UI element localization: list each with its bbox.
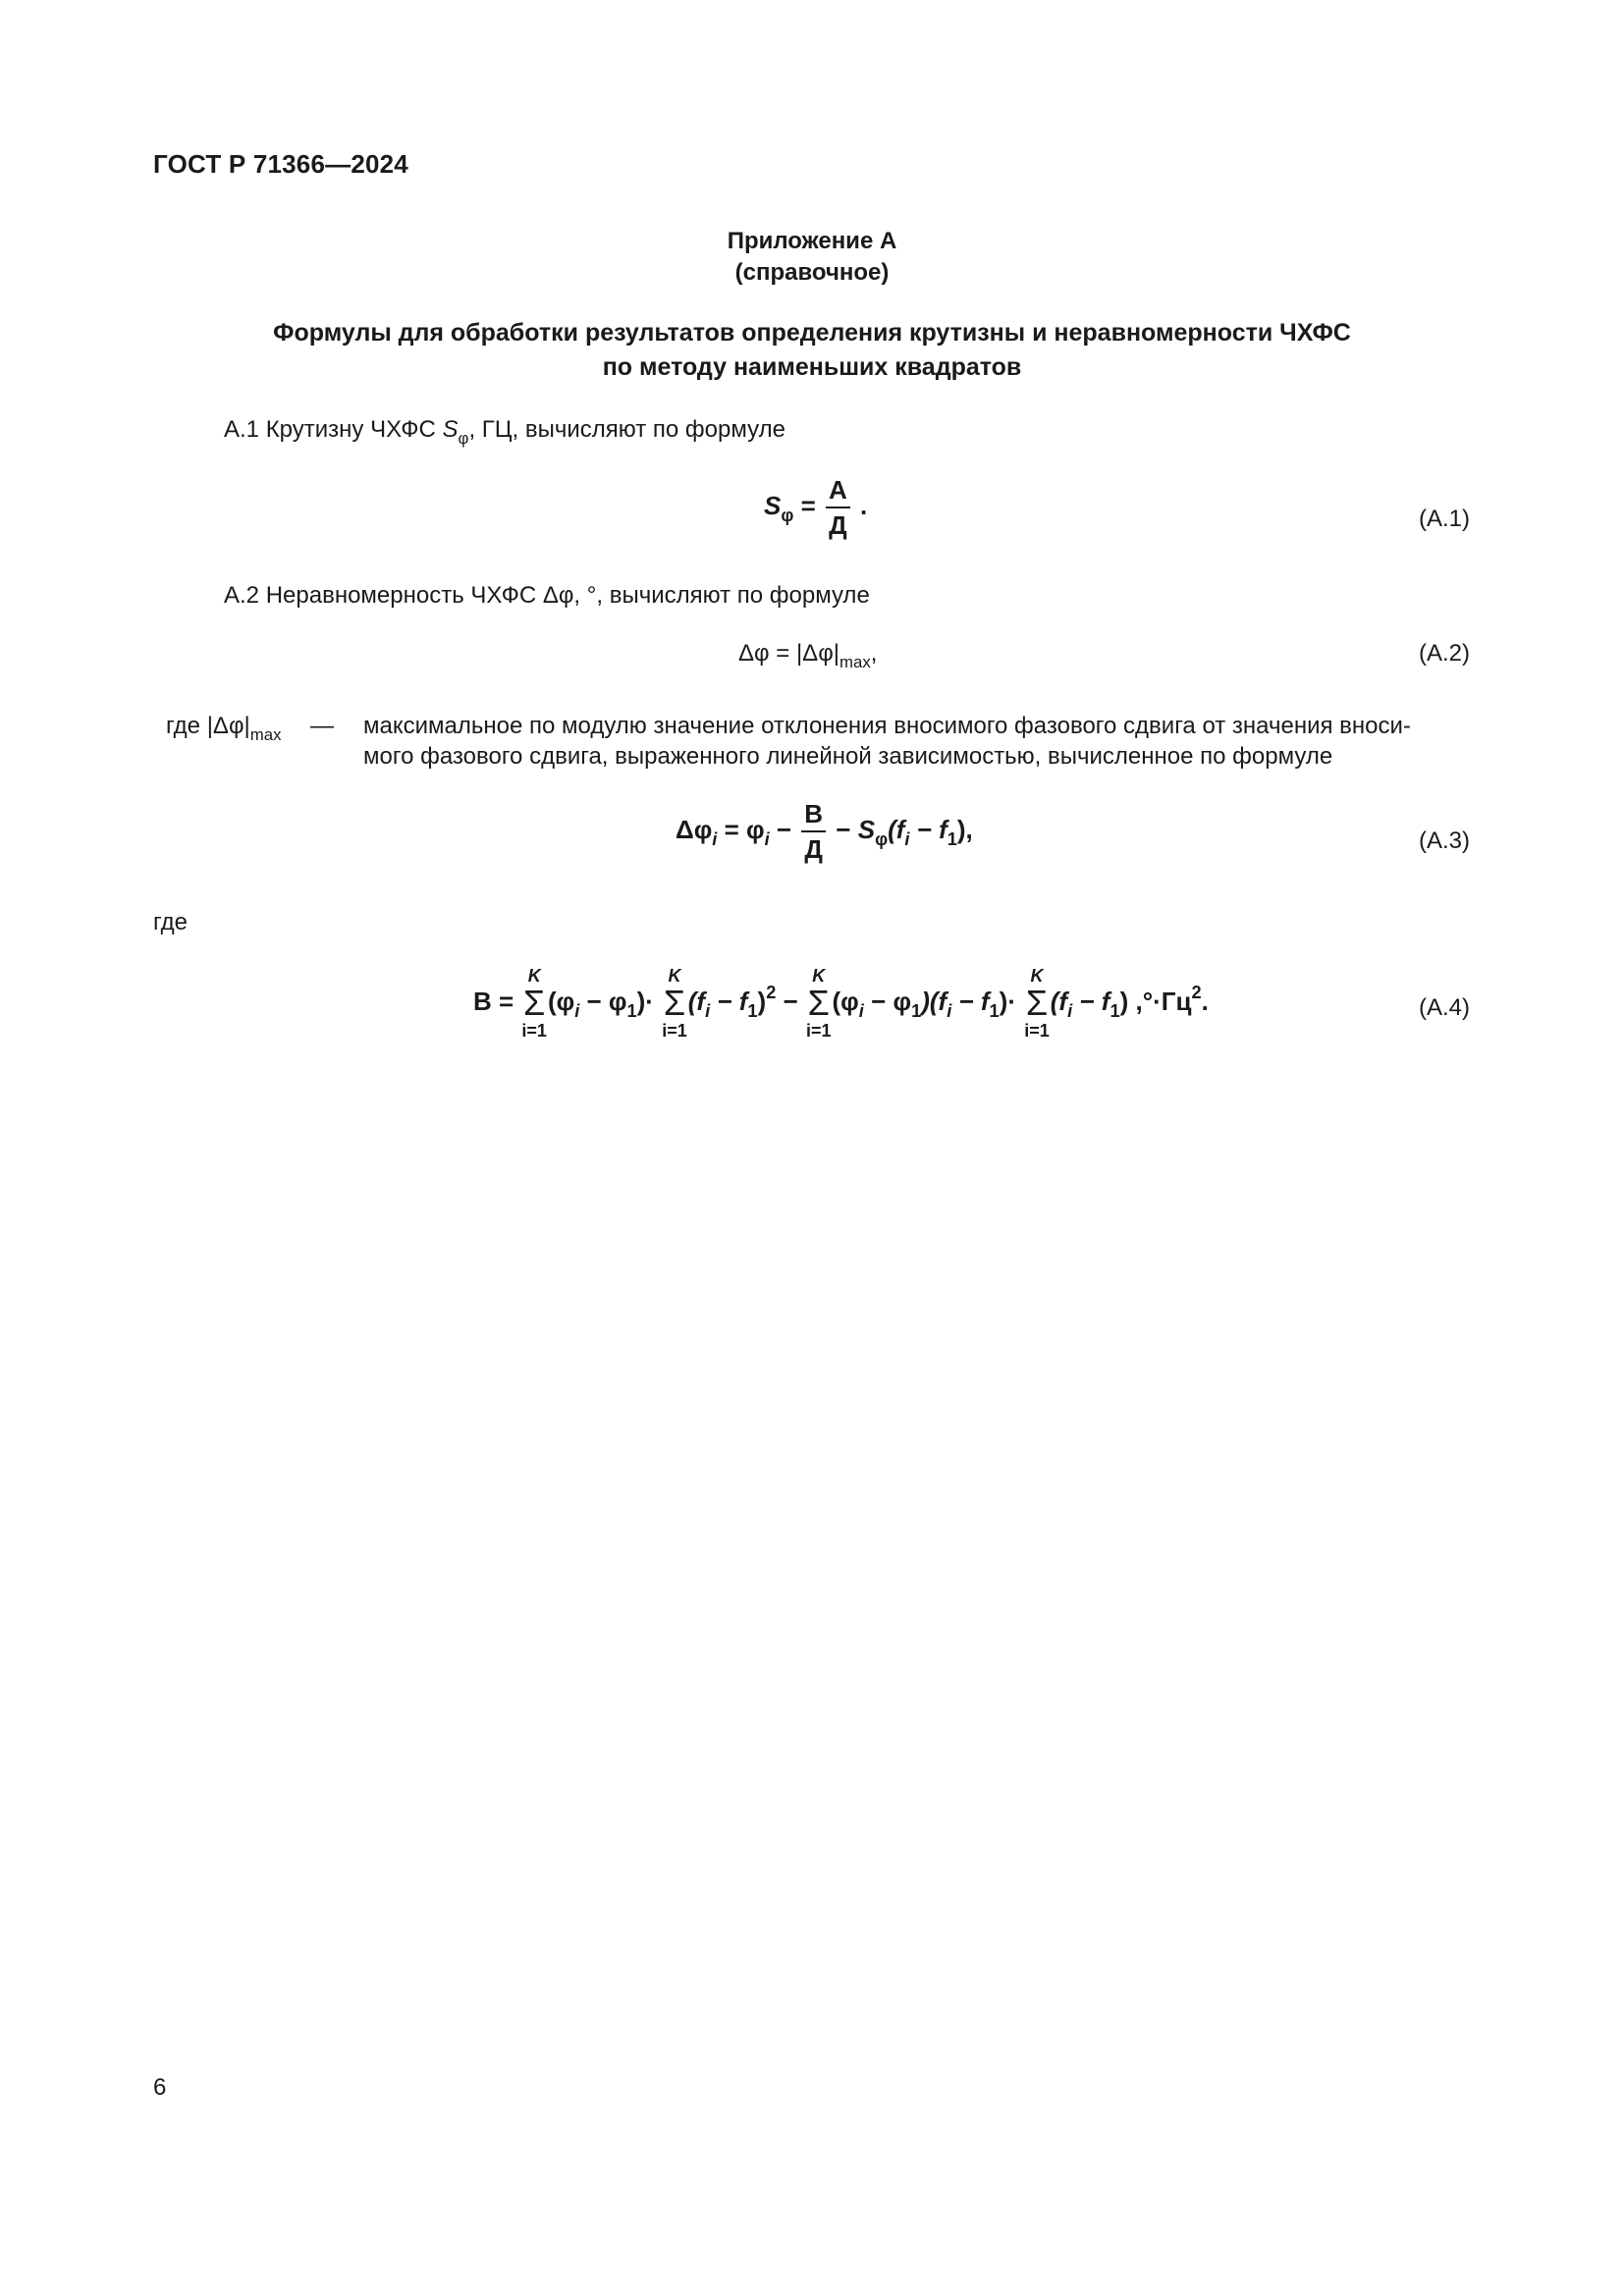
- summation-3: K Σ i=1: [805, 966, 832, 1041]
- paragraph-a2: А.2 Неравномерность ЧХФС Δφ, °, вычисляют по формуле: [224, 582, 870, 609]
- appendix-title: [0, 316, 1624, 385]
- fraction-b-over-d: $\frac{В}{Д}$: [801, 799, 826, 864]
- summation-4: K Σ i=1: [1024, 966, 1050, 1041]
- summation-2: K Σ i=1: [662, 966, 687, 1041]
- document-id: ГОСТ Р 71366—2024: [153, 149, 408, 179]
- equation-number-a3: (А.3): [1418, 828, 1470, 854]
- where-definition-1: максимальное по модулю значение отклонения вносимого фазового сдвига от значения вноси- мого фазового сдвига, выраженного линейной зависимостью, вычисленное по формуле: [363, 713, 1411, 770]
- equation-a4: В = K Σ i=1 $(\varphi_i - \varphi_1)\cdot$ K Σ i=1 $(f_i - f_1)^2$ − K Σ i=1 $(\varphi_i - \varphi_1)(f_i - f_1)\cdot$ K Σ i=1 $(f_i - f_1)$ $,^\circ\cdot Гц^2$.: [473, 966, 1209, 1041]
- appendix-heading: [0, 226, 1624, 289]
- page-number: 6: [153, 2074, 167, 2101]
- where-label-2: где: [153, 909, 189, 935]
- paragraph-a1: А.1 Крутизну ЧХФС $S_\varphi$, ГЦ, вычисляют по формуле: [224, 416, 785, 448]
- where-label-1: где $|\Delta\varphi|_{max}$: [166, 713, 282, 744]
- appendix-kind: (справочное): [734, 259, 890, 286]
- fraction-a-over-d: $\frac{А}{Д}$: [826, 475, 850, 540]
- equation-number-a4: (А.4): [1418, 994, 1470, 1021]
- equation-a1: $S_\varphi$ = $\frac{А}{Д}$ .: [764, 475, 868, 540]
- summation-1: K Σ i=1: [521, 966, 547, 1041]
- slope-symbol: S: [442, 416, 459, 443]
- equation-number-a2: (А.2): [1418, 640, 1470, 667]
- title-line-1: Формулы для обработки результатов определения крутизны и неравномерности ЧХФС: [273, 319, 1351, 347]
- where-dash: —: [310, 713, 334, 739]
- equation-a2: $\Delta\varphi = |\Delta\varphi|_{max}$,: [738, 640, 878, 671]
- title-line-2: по методу наименьших квадратов: [602, 353, 1022, 381]
- equation-a3: $\Delta\varphi_i = \varphi_i$ − $\frac{В}{Д}$ − $S_\varphi(f_i - f_1)$,: [676, 799, 973, 864]
- equation-number-a1: (А.1): [1418, 506, 1470, 532]
- appendix-name: Приложение А: [727, 228, 897, 254]
